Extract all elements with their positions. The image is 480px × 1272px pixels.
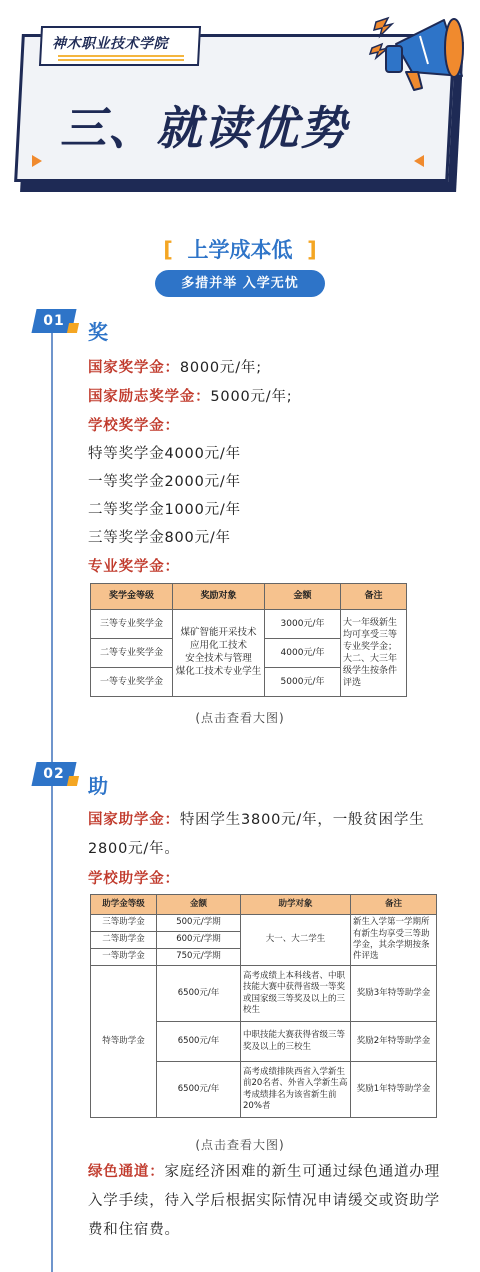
- table-header: 助学对象: [241, 895, 351, 915]
- inspire-scholarship: [88, 385, 292, 406]
- number-02: 02: [43, 766, 65, 782]
- table-header: 奖励对象: [173, 584, 265, 610]
- school-scholarship-item: 特等奖学金4000元/年: [88, 446, 241, 462]
- inspire-scholarship-value: 5000元/年;: [210, 389, 293, 405]
- inspire-scholarship-label: 国家励志奖学金：: [88, 389, 211, 405]
- major-scholarship-label: 专业奖学金：: [88, 559, 180, 575]
- table-cell: 煤矿智能开采技术 应用化工技术 安全技术与管理 煤化工技术专业学生: [173, 610, 265, 697]
- table-cell: 3000元/年: [265, 610, 341, 639]
- table-header: 金额: [265, 584, 341, 610]
- bracket-left: [: [163, 238, 173, 262]
- table-cell: 6500元/年: [157, 966, 241, 1022]
- green-channel-text: 家庭经济困难的新生可通过绿色通道办理入学手续，待入学后根据实际情况申请缓交或资助学费和住宿费。: [88, 1164, 440, 1238]
- table-header: 备注: [351, 895, 437, 915]
- table-header: 金额: [157, 895, 241, 915]
- number-tag-02: [34, 762, 74, 786]
- section-title-text: 上学成本低: [187, 238, 293, 262]
- green-channel: [88, 1158, 440, 1245]
- table-cell: 奖励2年特等助学金: [351, 1022, 437, 1062]
- triangle-right-icon: [414, 155, 424, 167]
- school-scholarship-item: 一等奖学金2000元/年: [88, 474, 241, 490]
- table-cell: 6500元/年: [157, 1022, 241, 1062]
- heading-jiang: 奖: [88, 320, 108, 344]
- school-scholarship-item: 二等奖学金1000元/年: [88, 502, 241, 518]
- table-row: [91, 915, 437, 932]
- school-underline: [58, 55, 184, 63]
- table-cell: 6500元/年: [157, 1062, 241, 1118]
- table-cell: 三等专业奖学金: [91, 610, 173, 639]
- scholarship-table[interactable]: [90, 583, 407, 697]
- table-header: 备注: [341, 584, 407, 610]
- megaphone-icon: [366, 14, 470, 94]
- number-tag-01: [34, 309, 74, 333]
- number-01: 01: [43, 313, 65, 329]
- table-cell: 一等专业奖学金: [91, 668, 173, 697]
- table-cell: 奖励1年特等助学金: [351, 1062, 437, 1118]
- school-scholarship-label: 学校奖学金：: [88, 418, 180, 434]
- table-cell: 500元/学期: [157, 915, 241, 932]
- triangle-left-icon: [32, 155, 42, 167]
- national-grant: [88, 806, 440, 864]
- table-cell: 高考成绩排陕西省入学新生前20名者、外省入学新生高考成绩排名为该省新生前20%者: [241, 1062, 351, 1118]
- table-cell: 一等助学金: [91, 949, 157, 966]
- table-cell: 特等助学金: [91, 966, 157, 1118]
- table-row: [91, 966, 437, 1022]
- table-cell: 中职技能大赛获得省级三等奖及以上的三校生: [241, 1022, 351, 1062]
- table-cell: 大一年级新生均可享受三等专业奖学金；大二、大三年级学生按条件评选: [341, 610, 407, 697]
- school-name: 神木职业技术学院: [52, 36, 168, 52]
- grant-table[interactable]: [90, 894, 437, 1118]
- table-cell: 大一、大二学生: [241, 915, 351, 966]
- table-header: 助学金等级: [91, 895, 157, 915]
- table-cell: 奖励3年特等助学金: [351, 966, 437, 1022]
- table-cell: 600元/学期: [157, 932, 241, 949]
- national-scholarship-value: 8000元/年;: [179, 360, 262, 376]
- section-title: [0, 234, 480, 264]
- school-grant-label: 学校助学金：: [88, 871, 180, 887]
- heading-zhu: 助: [88, 774, 108, 798]
- table-cell: 二等专业奖学金: [91, 639, 173, 668]
- timeline-line: [51, 326, 53, 1272]
- table-cell: 750元/学期: [157, 949, 241, 966]
- table-cell: 二等助学金: [91, 932, 157, 949]
- section-subtitle-pill: 多措并举 入学无忧: [155, 270, 325, 297]
- table-header: 奖学金等级: [91, 584, 173, 610]
- national-grant-text: 特困学生3800元/年，一般贫困学生2800元/年。: [88, 812, 425, 857]
- green-channel-label: 绿色通道：: [88, 1164, 165, 1180]
- table-cell: 新生入学第一学期所有新生均享受三等助学金，其余学期按条件评选: [351, 915, 437, 966]
- view-large-link[interactable]: (点击查看大图): [195, 1138, 285, 1152]
- page-title: 三、就读优势: [60, 101, 348, 155]
- table-row: [91, 610, 407, 639]
- table-cell: 高考成绩上本科线者、中职技能大赛中获得省级一等奖或国家级三等奖及以上的三校生: [241, 966, 351, 1022]
- national-scholarship-label: 国家奖学金：: [88, 360, 180, 376]
- table-cell: 5000元/年: [265, 668, 341, 697]
- national-grant-label: 国家助学金：: [88, 812, 180, 828]
- table-cell: 4000元/年: [265, 639, 341, 668]
- school-scholarship-item: 三等奖学金800元/年: [88, 530, 231, 546]
- bracket-right: ]: [307, 238, 317, 262]
- table-cell: 三等助学金: [91, 915, 157, 932]
- national-scholarship: [88, 356, 262, 377]
- view-large-link[interactable]: (点击查看大图): [195, 711, 285, 725]
